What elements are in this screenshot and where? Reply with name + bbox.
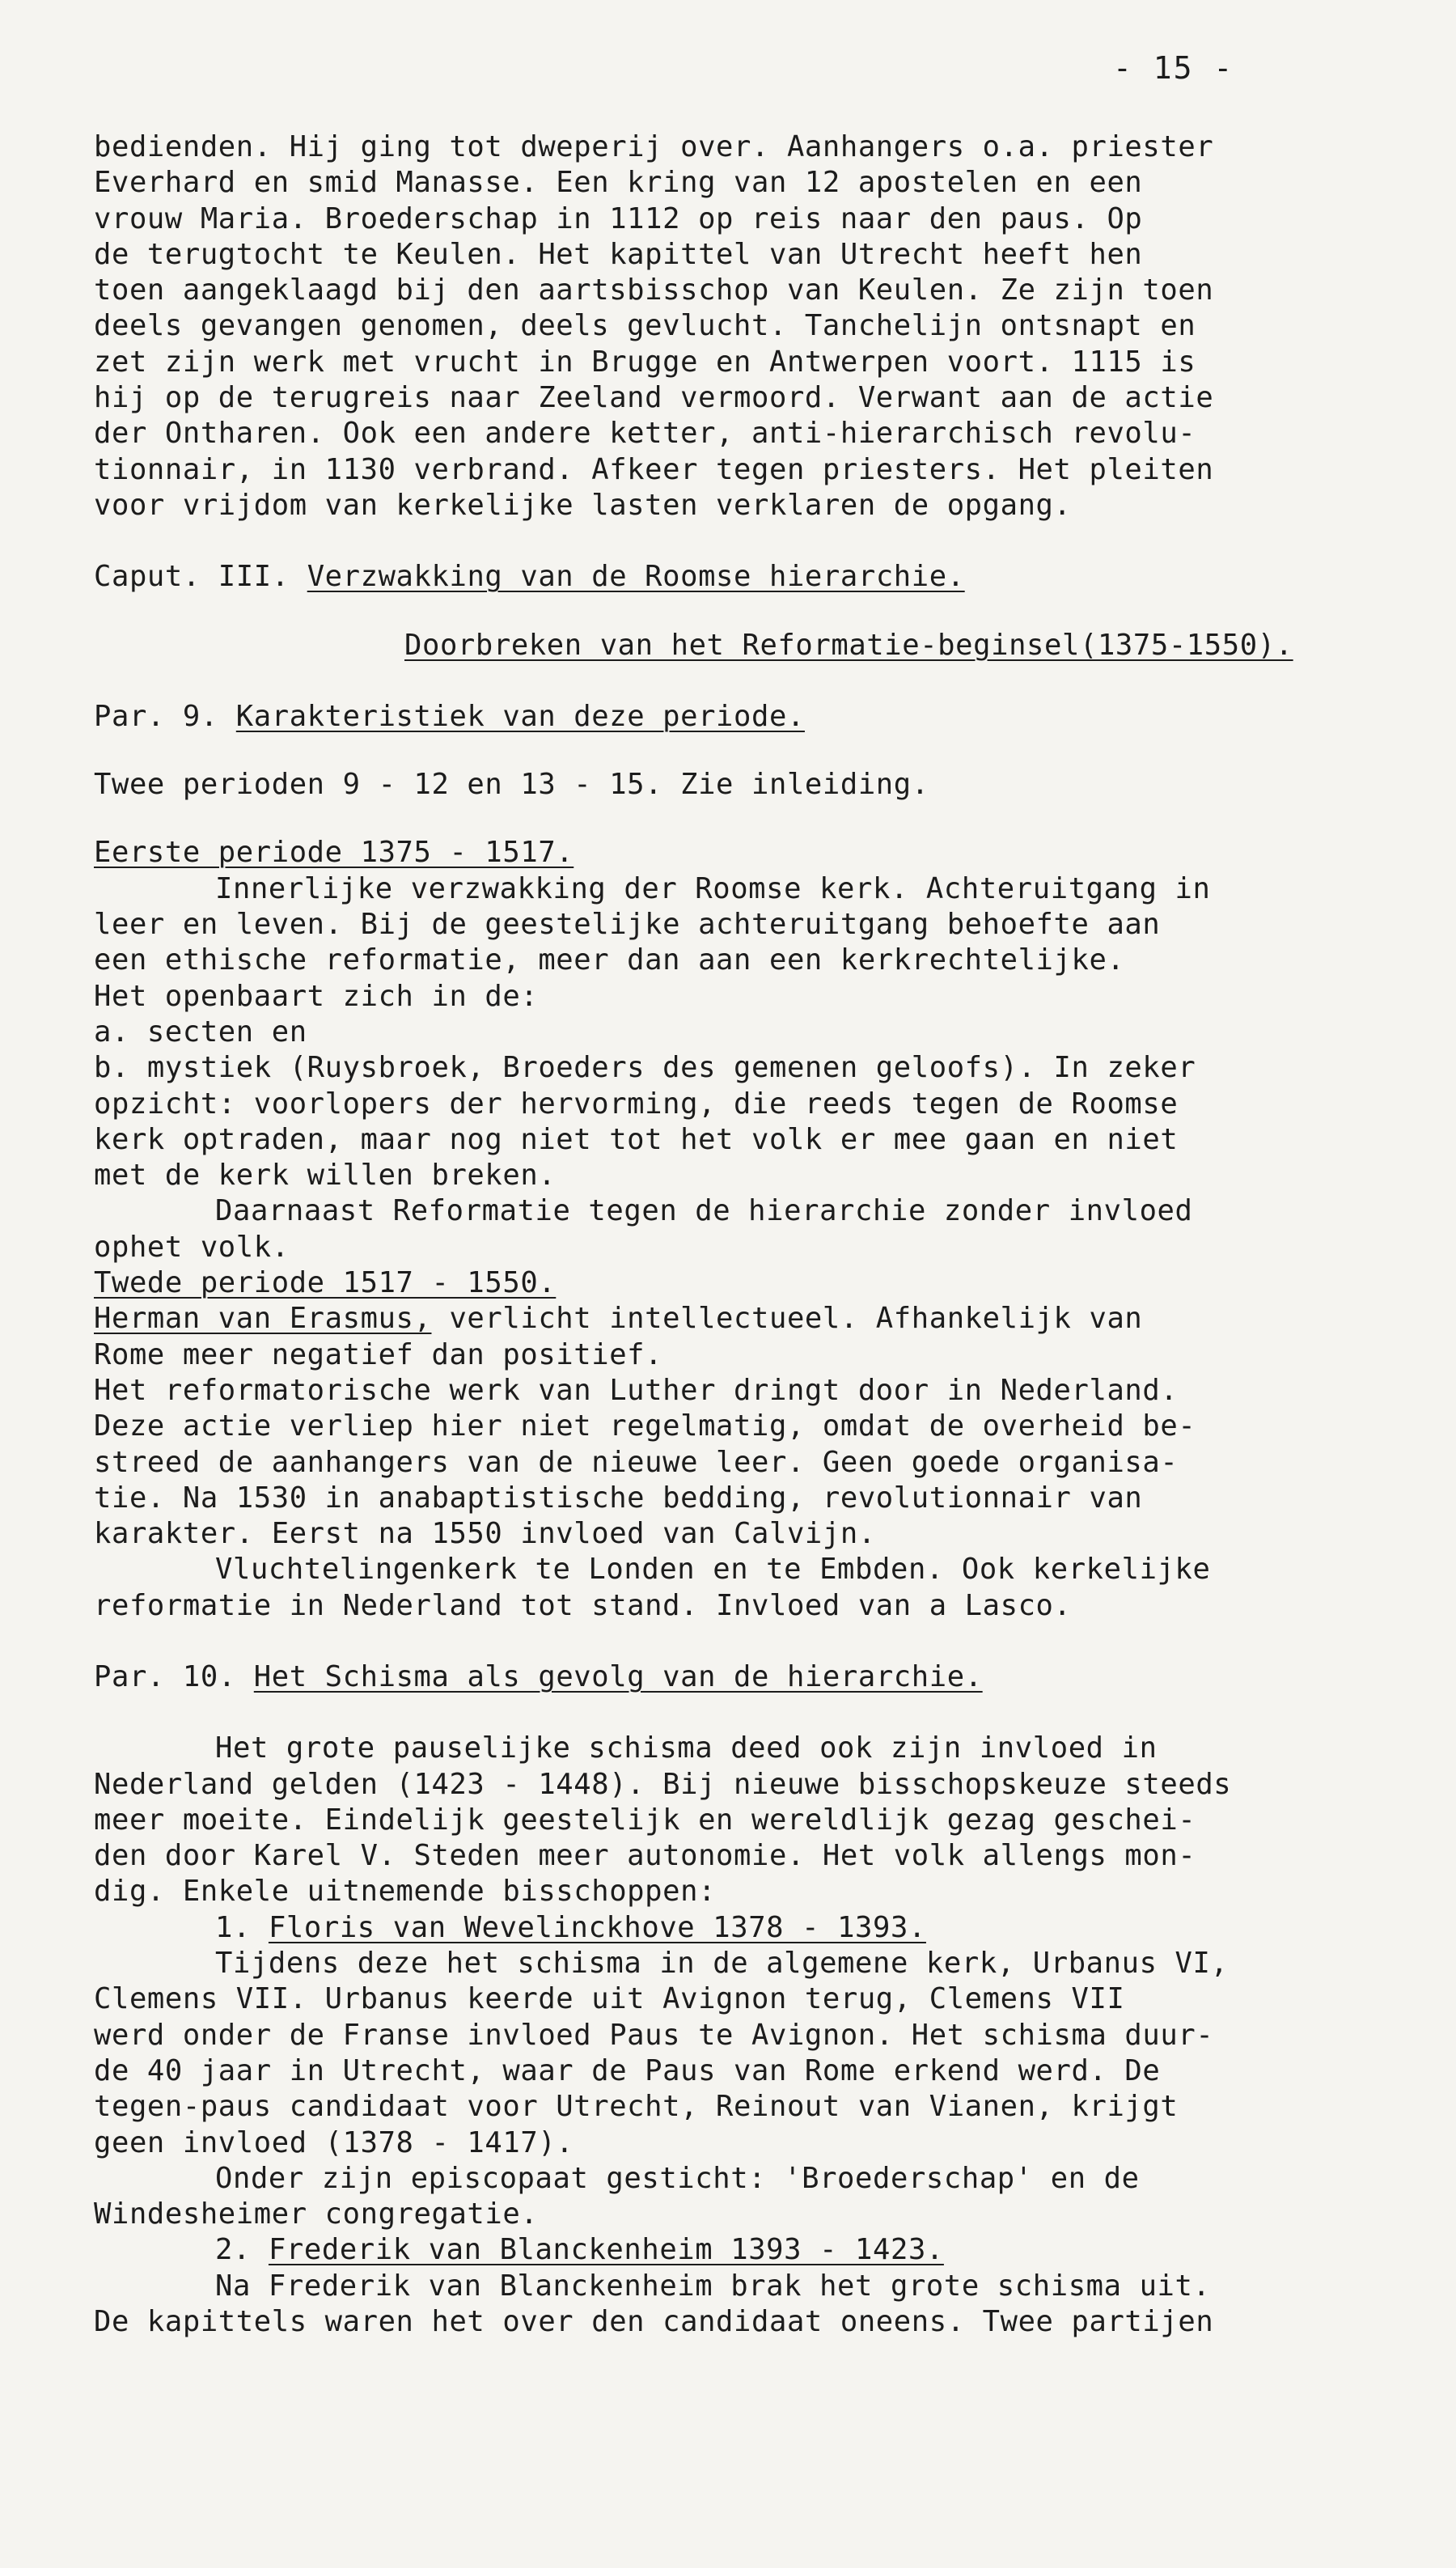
text-line: Windesheimer congregatie.: [94, 2197, 539, 2231]
item1-heading: [94, 1910, 1420, 1946]
page-number: - 15 -: [1113, 50, 1234, 86]
item2-title: Frederik van Blanckenheim 1393 - 1423.: [268, 2233, 944, 2267]
text-line: hij op de terugreis naar Zeeland vermoord. Verwant aan de actie: [94, 381, 1214, 415]
text-line: opzicht: voorlopers der hervorming, die reeds tegen de Roomse: [94, 1087, 1179, 1121]
page-body: [94, 129, 1420, 2340]
text-line: meer moeite. Eindelijk geestelijk en wereldlijk gezag geschei-: [94, 1803, 1196, 1837]
par10-label: Par. 10.: [94, 1659, 236, 1693]
text-line: bedienden. Hij ging tot dweperij over. Aanhangers o.a. priester: [94, 130, 1214, 163]
erasmus-name: Herman van Erasmus,: [94, 1302, 432, 1336]
caput-heading: [94, 559, 1420, 595]
item2-text: [94, 2269, 1420, 2341]
text-line: deels gevangen genomen, deels gevlucht. Tanchelijn ontsnapt en: [94, 309, 1196, 343]
first-period-heading: Eerste periode 1375 - 1517.: [94, 836, 574, 870]
first-period-text: [94, 871, 1420, 1265]
text-line: vrouw Maria. Broederschap in 1112 op reis naar den paus. Op: [94, 201, 1143, 235]
text-line: zet zijn werk met vrucht in Brugge en Antwerpen voort. 1115 is: [94, 345, 1196, 379]
par10-intro: [94, 1731, 1420, 1909]
text-line: reformatie in Nederland tot stand. Invloed van a Lasco.: [94, 1588, 1072, 1622]
caput-title: Verzwakking van de Roomse hierarchie.: [307, 560, 965, 594]
text-line: Everhard en smid Manasse. Een kring van 12 apostelen en een: [94, 166, 1143, 200]
first-period-heading-line: [94, 835, 1420, 871]
text-line: Innerlijke verzwakking der Roomse kerk. Achteruitgang in: [215, 871, 1211, 905]
text-line: ophet volk.: [94, 1230, 290, 1264]
text-line: de terugtocht te Keulen. Het kapittel van Utrecht heeft hen: [94, 237, 1143, 271]
text-line: een ethische reformatie, meer dan aan een kerkrechtelijke.: [94, 943, 1125, 977]
text-line: geen invloed (1378 - 1417).: [94, 2125, 574, 2159]
caput-label: Caput. III.: [94, 560, 290, 594]
text-line: Daarnaast Reformatie tegen de hierarchie zonder invloed: [215, 1194, 1193, 1228]
par9-intro: Twee perioden 9 - 12 en 13 - 15. Zie inleiding.: [94, 768, 929, 802]
erasmus-rest: verlicht intellectueel. Afhankelijk van: [431, 1302, 1143, 1336]
text-line: De kapittels waren het over den candidaat oneens. Twee partijen: [94, 2305, 1214, 2339]
text-line: Het openbaart zich in de:: [94, 979, 539, 1013]
text-line: tegen-paus candidaat voor Utrecht, Reinout van Vianen, krijgt: [94, 2090, 1179, 2124]
par10-title: Het Schisma als gevolg van de hierarchie.: [253, 1659, 983, 1693]
text-line: de 40 jaar in Utrecht, waar de Paus van Rome erkend werd. De: [94, 2053, 1161, 2087]
text-line: Clemens VII. Urbanus keerde uit Avignon terug, Clemens VII: [94, 1982, 1125, 2016]
text-line: Rome meer negatief dan positief.: [94, 1337, 663, 1371]
text-line: Tijdens deze het schisma in de algemene kerk, Urbanus VI,: [215, 1947, 1229, 1981]
text-line: tie. Na 1530 in anabaptistische bedding, revolutionnair van: [94, 1481, 1143, 1515]
second-period-heading-line: [94, 1265, 1420, 1301]
second-period-text: [94, 1337, 1420, 1624]
par10-heading: [94, 1659, 1420, 1695]
text-line: Deze actie verliep hier niet regelmatig, omdat de overheid be-: [94, 1409, 1196, 1443]
text-line: voor vrijdom van kerkelijke lasten verklaren de opgang.: [94, 488, 1072, 522]
caput-subtitle-line: [94, 628, 1420, 663]
item1-title: Floris van Wevelinckhove 1378 - 1393.: [268, 1910, 926, 1944]
text-line: toen aangeklaagd bij den aartsbisschop van Keulen. Ze zijn toen: [94, 273, 1214, 307]
text-line: karakter. Eerst na 1550 invloed van Calvijn.: [94, 1517, 876, 1551]
text-line: met de kerk willen breken.: [94, 1159, 557, 1193]
text-line: tionnair, in 1130 verbrand. Afkeer tegen priesters. Het pleiten: [94, 452, 1214, 486]
item1-text: [94, 1946, 1420, 2232]
text-line: werd onder de Franse invloed Paus te Avignon. Het schisma duur-: [94, 2018, 1214, 2052]
item2-number: 2.: [215, 2233, 251, 2267]
text-line: Onder zijn episcopaat gesticht: 'Broederschap' en de: [215, 2161, 1140, 2195]
text-line: Na Frederik van Blanckenheim brak het grote schisma uit.: [215, 2269, 1211, 2303]
text-line: kerk optraden, maar nog niet tot het volk er mee gaan en niet: [94, 1122, 1179, 1156]
caput-subtitle: Doorbreken van het Reformatie-beginsel(1375-1550).: [404, 628, 1293, 662]
text-line: dig. Enkele uitnemende bisschoppen:: [94, 1875, 717, 1909]
par9-heading: [94, 699, 1420, 735]
text-line: streed de aanhangers van de nieuwe leer. Geen goede organisa-: [94, 1445, 1179, 1479]
text-line: der Ontharen. Ook een andere ketter, anti-hierarchisch revolu-: [94, 417, 1196, 451]
text-line: leer en leven. Bij de geestelijke achteruitgang behoefte aan: [94, 908, 1161, 942]
item1-number: 1.: [215, 1910, 251, 1944]
text-line: Het grote pauselijke schisma deed ook zijn invloed in: [215, 1731, 1158, 1765]
text-line: a. secten en: [94, 1015, 307, 1049]
second-period-heading: Twede periode 1517 - 1550.: [94, 1266, 557, 1300]
text-line: den door Karel V. Steden meer autonomie. Het volk allengs mon-: [94, 1839, 1196, 1873]
par9-label: Par. 9.: [94, 699, 218, 733]
item2-heading: [94, 2232, 1420, 2268]
par9-title: Karakteristiek van deze periode.: [235, 699, 805, 733]
text-line: b. mystiek (Ruysbroek, Broeders des gemenen geloofs). In zeker: [94, 1051, 1196, 1085]
erasmus-line: [94, 1301, 1420, 1337]
text-line: Het reformatorische werk van Luther dringt door in Nederland.: [94, 1373, 1179, 1407]
paragraph-tanchelijn: [94, 129, 1420, 523]
text-line: Nederland gelden (1423 - 1448). Bij nieuwe bisschopskeuze steeds: [94, 1767, 1232, 1801]
text-line: Vluchtelingenkerk te Londen en te Embden. Ook kerkelijke: [215, 1553, 1211, 1587]
